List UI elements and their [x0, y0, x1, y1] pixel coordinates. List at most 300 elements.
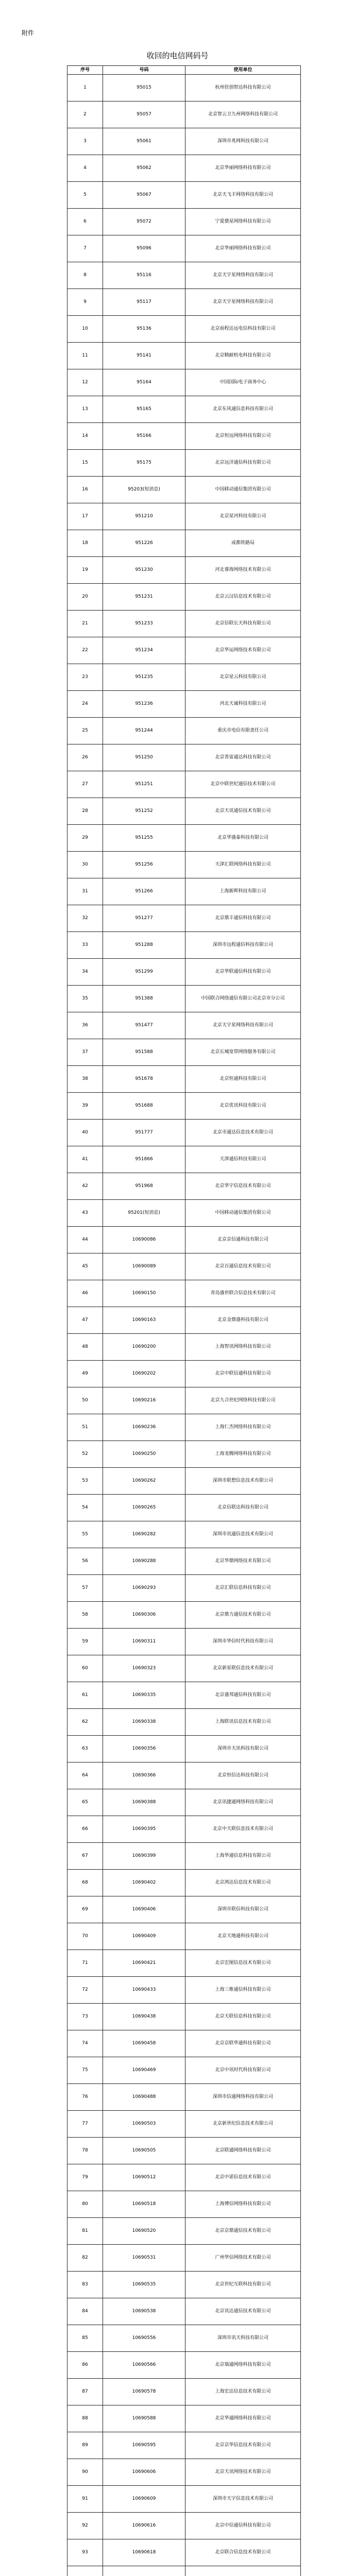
row-unit: 上海仁杰网络科技有限公司 — [185, 1414, 301, 1441]
column-header-number: 号码 — [103, 66, 185, 75]
row-number: 10690395 — [103, 1816, 185, 1843]
table-row — [67, 1173, 301, 1200]
row-index: 33 — [67, 932, 103, 959]
row-unit: 深圳市信通网络科技有限公司 — [185, 2084, 301, 2111]
row-number: 951968 — [103, 1173, 185, 1200]
row-unit: 深圳市联想信息技术有限公司 — [185, 1468, 301, 1495]
row-index: 5 — [67, 182, 103, 209]
row-index: 14 — [67, 423, 103, 450]
table-row — [67, 235, 301, 262]
row-number: 10690399 — [103, 1843, 185, 1870]
table-row — [67, 1736, 301, 1762]
row-unit: 北京鸿达信息技术有限公司 — [185, 1870, 301, 1896]
row-number: 951288 — [103, 932, 185, 959]
table-body — [67, 75, 301, 2576]
table-row — [67, 1896, 301, 1923]
row-unit: 北京华鼎网络技术有限公司 — [185, 1548, 301, 1575]
row-index: 4 — [67, 155, 103, 182]
row-index: 90 — [67, 2459, 103, 2486]
row-number: 10690236 — [103, 1414, 185, 1441]
row-number: 95062 — [103, 155, 185, 182]
row-number: 951256 — [103, 852, 185, 878]
row-index: 93 — [67, 2539, 103, 2566]
row-number: 10690421 — [103, 1950, 185, 1977]
table-row — [67, 396, 301, 423]
row-index: 83 — [67, 2272, 103, 2298]
table-row — [67, 2298, 301, 2325]
row-index: 86 — [67, 2352, 103, 2379]
row-number: 951226 — [103, 530, 185, 557]
row-number: 10690293 — [103, 1575, 185, 1602]
table-row — [67, 1146, 301, 1173]
row-unit: 北京世纪互联科技有限公司 — [185, 2272, 301, 2298]
row-index: 76 — [67, 2084, 103, 2111]
row-index: 54 — [67, 1495, 103, 1521]
row-index: 55 — [67, 1521, 103, 1548]
table-row — [67, 905, 301, 932]
row-number: 10690366 — [103, 1762, 185, 1789]
row-unit: 北京天宇星网络科技有限公司 — [185, 1012, 301, 1039]
table-row — [67, 262, 301, 289]
row-number: 951252 — [103, 798, 185, 825]
row-unit: 上海联讯信息技术有限公司 — [185, 1709, 301, 1736]
row-index: 22 — [67, 637, 103, 664]
table-row — [67, 2084, 301, 2111]
table-row — [67, 1843, 301, 1870]
row-index: 77 — [67, 2111, 103, 2138]
row-number: 951236 — [103, 691, 185, 718]
table-row — [67, 1521, 301, 1548]
row-index: 91 — [67, 2486, 103, 2513]
row-unit: 北京优讯科技有限公司 — [185, 1093, 301, 1120]
row-number: 10690616 — [103, 2513, 185, 2539]
row-unit: 上海三维通信科技有限公司 — [185, 1977, 301, 2004]
row-number: 951777 — [103, 1120, 185, 1146]
row-index: 24 — [67, 691, 103, 718]
table-row — [67, 1093, 301, 1120]
row-index: 7 — [67, 235, 103, 262]
row-number: 10690520 — [103, 2218, 185, 2245]
row-unit: 北京中联信通科技有限公司 — [185, 1361, 301, 1387]
table-row — [67, 2566, 301, 2576]
row-number: 10690512 — [103, 2164, 185, 2191]
row-index: 81 — [67, 2218, 103, 2245]
table-row — [67, 611, 301, 637]
column-header-index: 序号 — [67, 66, 103, 75]
table-row — [67, 1039, 301, 1066]
table-row — [67, 2164, 301, 2191]
row-unit: 上海智讯网络科技有限公司 — [185, 1334, 301, 1361]
row-index: 28 — [67, 798, 103, 825]
row-number: 95096 — [103, 235, 185, 262]
row-number: 95067 — [103, 182, 185, 209]
row-index: 25 — [67, 718, 103, 744]
row-index: 10 — [67, 316, 103, 343]
number-table — [67, 65, 301, 2576]
row-number: 95015 — [103, 75, 185, 101]
table-row — [67, 1066, 301, 1093]
row-index: 43 — [67, 1200, 103, 1227]
row-number: 951235 — [103, 664, 185, 691]
row-index: 36 — [67, 1012, 103, 1039]
row-index: 12 — [67, 369, 103, 396]
row-index: 62 — [67, 1709, 103, 1736]
row-unit: 北京瑞通网络科技有限公司 — [185, 2352, 301, 2379]
row-unit: 北京中诺信息技术有限公司 — [185, 2164, 301, 2191]
row-unit: 北京宏图信息技术有限公司 — [185, 1950, 301, 1977]
table-row — [67, 1012, 301, 1039]
row-index: 37 — [67, 1039, 103, 1066]
row-index: 53 — [67, 1468, 103, 1495]
row-number: 10690306 — [103, 1602, 185, 1629]
row-index: 88 — [67, 2405, 103, 2432]
row-number: 951210 — [103, 503, 185, 530]
row-number: 95175 — [103, 450, 185, 477]
row-unit: 北京云汉信息技术有限公司 — [185, 584, 301, 611]
table-row — [67, 986, 301, 1012]
row-number: 95072 — [103, 209, 185, 235]
row-index: 9 — [67, 289, 103, 316]
row-unit: 北京讯达通信技术有限公司 — [185, 2298, 301, 2325]
row-index: 18 — [67, 530, 103, 557]
row-unit: 广州华信网络技术有限公司 — [185, 2245, 301, 2272]
row-unit: 北京恒通科技有限公司 — [185, 1066, 301, 1093]
row-number: 10690433 — [103, 1977, 185, 2004]
row-unit: 天津通信科技有限公司 — [185, 1146, 301, 1173]
table-row — [67, 2191, 301, 2218]
row-number: 10690609 — [103, 2486, 185, 2513]
table-row — [67, 2405, 301, 2432]
row-index — [67, 2566, 103, 2576]
row-index: 29 — [67, 825, 103, 852]
row-number: 10690588 — [103, 2405, 185, 2432]
row-number: 951299 — [103, 959, 185, 986]
row-unit: 中国联合网络通信有限公司北京市分公司 — [185, 986, 301, 1012]
row-number: 10690335 — [103, 1682, 185, 1709]
row-unit: 北京天讯网络技术有限公司 — [185, 2459, 301, 2486]
table-row — [67, 691, 301, 718]
table-row — [67, 289, 301, 316]
row-index: 11 — [67, 343, 103, 369]
row-unit: 深圳市讯通信息技术有限公司 — [185, 1521, 301, 1548]
table-row — [67, 1441, 301, 1468]
row-unit: 北京中信通信科技有限公司 — [185, 2513, 301, 2539]
table-row — [67, 932, 301, 959]
table-row — [67, 128, 301, 155]
row-index: 17 — [67, 503, 103, 530]
row-number: 10690406 — [103, 1896, 185, 1923]
table-row — [67, 1575, 301, 1602]
row-index: 59 — [67, 1629, 103, 1655]
row-number: 10690538 — [103, 2298, 185, 2325]
row-number: 10690200 — [103, 1334, 185, 1361]
row-index: 26 — [67, 744, 103, 771]
row-number: 10690282 — [103, 1521, 185, 1548]
row-unit: 上海宏达信息技术有限公司 — [185, 2379, 301, 2405]
row-number: 951230 — [103, 557, 185, 584]
row-number: 10690089 — [103, 1253, 185, 1280]
row-number: 951388 — [103, 986, 185, 1012]
row-index: 47 — [67, 1307, 103, 1334]
table-row — [67, 209, 301, 235]
row-index: 92 — [67, 2513, 103, 2539]
row-index: 30 — [67, 852, 103, 878]
row-index: 3 — [67, 128, 103, 155]
table-row — [67, 1387, 301, 1414]
table-header-row — [67, 66, 301, 75]
row-unit: 北京讯捷通网络科技有限公司 — [185, 1789, 301, 1816]
row-number: 10690402 — [103, 1870, 185, 1896]
row-number: 10690469 — [103, 2057, 185, 2084]
row-index: 65 — [67, 1789, 103, 1816]
row-number: 10690503 — [103, 2111, 185, 2138]
row-unit: 北京天飞丰网络科技有限公司 — [185, 182, 301, 209]
row-index: 56 — [67, 1548, 103, 1575]
row-number: 10690323 — [103, 1655, 185, 1682]
table-row — [67, 423, 301, 450]
table-row — [67, 2459, 301, 2486]
row-index: 39 — [67, 1093, 103, 1120]
row-unit: 北京新世纪信息技术有限公司 — [185, 2111, 301, 2138]
row-unit: 北京天宇星网络科技有限公司 — [185, 262, 301, 289]
row-index: 79 — [67, 2164, 103, 2191]
row-number: 95117 — [103, 289, 185, 316]
row-unit: 上海华通信息科技有限公司 — [185, 1843, 301, 1870]
row-index: 68 — [67, 1870, 103, 1896]
row-number: 95164 — [103, 369, 185, 396]
row-index: 66 — [67, 1816, 103, 1843]
table-row — [67, 1414, 301, 1441]
row-unit: 北京长城宽带网络服务有限公司 — [185, 1039, 301, 1066]
row-unit: 河北天诚科技有限公司 — [185, 691, 301, 718]
row-number: 951588 — [103, 1039, 185, 1066]
row-index: 15 — [67, 450, 103, 477]
row-number: 10690150 — [103, 1280, 185, 1307]
row-unit: 北京普雷通达科技有限公司 — [185, 744, 301, 771]
row-index: 38 — [67, 1066, 103, 1093]
row-number: 10690618 — [103, 2539, 185, 2566]
row-index: 31 — [67, 878, 103, 905]
table-row — [67, 182, 301, 209]
row-number: 10690595 — [103, 2432, 185, 2459]
table-row — [67, 1548, 301, 1575]
row-unit: 北京中讯时代科技有限公司 — [185, 2057, 301, 2084]
table-row — [67, 1629, 301, 1655]
row-unit: 北京盛邦通信科技有限公司 — [185, 1682, 301, 1709]
row-number: 10690505 — [103, 2138, 185, 2164]
table-row — [67, 2272, 301, 2298]
table-row — [67, 825, 301, 852]
row-unit: 北京鼎丰通信科技有限公司 — [185, 905, 301, 932]
row-index: 78 — [67, 2138, 103, 2164]
row-number: 951266 — [103, 878, 185, 905]
row-unit: 北京智云卫九州网络科技有限公司 — [185, 101, 301, 128]
row-number: 10690216 — [103, 1387, 185, 1414]
table-row — [67, 477, 301, 503]
row-unit: 宁夏鼎星网络科技有限公司 — [185, 209, 301, 235]
row-number: 10690262 — [103, 1468, 185, 1495]
row-unit: 北京九合世纪网络科技有限公司 — [185, 1387, 301, 1414]
row-unit: 成都铁路局 — [185, 530, 301, 557]
row-index: 72 — [67, 1977, 103, 2004]
table-row — [67, 530, 301, 557]
row-number: 10690488 — [103, 2084, 185, 2111]
row-number: 951477 — [103, 1012, 185, 1039]
row-number: 95141 — [103, 343, 185, 369]
row-index: 61 — [67, 1682, 103, 1709]
row-number: 951233 — [103, 611, 185, 637]
row-unit: 北京天讯通信技术有限公司 — [185, 798, 301, 825]
row-unit: 中国移动通信集团有限公司 — [185, 1200, 301, 1227]
table-row — [67, 1870, 301, 1896]
row-unit: 北京精耐机电科技有限公司 — [185, 343, 301, 369]
table-row — [67, 1253, 301, 1280]
row-number: 10690518 — [103, 2191, 185, 2218]
row-number: 951688 — [103, 1093, 185, 1120]
row-unit: 北京前程达远电信科技有限公司 — [185, 316, 301, 343]
table-row — [67, 1682, 301, 1709]
row-index: 44 — [67, 1227, 103, 1253]
table-row — [67, 75, 301, 101]
row-unit: 深圳市讯天科技有限公司 — [185, 2325, 301, 2352]
table-row — [67, 316, 301, 343]
row-unit: 北京中联世纪通信技术有限公司 — [185, 771, 301, 798]
table-row — [67, 1468, 301, 1495]
table-row — [67, 1789, 301, 1816]
row-number: 10690578 — [103, 2379, 185, 2405]
row-unit: 北京星云科技有限公司 — [185, 664, 301, 691]
row-number: 95061 — [103, 128, 185, 155]
table-row — [67, 2486, 301, 2513]
table-row — [67, 771, 301, 798]
row-unit: 北京信联长天科技有限公司 — [185, 611, 301, 637]
row-number: 95201(短消息) — [103, 1200, 185, 1227]
row-unit: 深圳市远程通信科技有限公司 — [185, 932, 301, 959]
table-row — [67, 1977, 301, 2004]
table-row — [67, 959, 301, 986]
row-number — [103, 2566, 185, 2576]
row-unit: 青岛盛世联合信息技术有限公司 — [185, 1280, 301, 1307]
row-index: 58 — [67, 1602, 103, 1629]
row-number: 10690531 — [103, 2245, 185, 2272]
table-row — [67, 2004, 301, 2030]
row-index: 57 — [67, 1575, 103, 1602]
row-number: 951277 — [103, 905, 185, 932]
row-index: 74 — [67, 2030, 103, 2057]
row-unit: 河北睿海网络技术有限公司 — [185, 557, 301, 584]
row-unit: 北京市通达信息技术有限公司 — [185, 1120, 301, 1146]
table-row — [67, 450, 301, 477]
row-index: 2 — [67, 101, 103, 128]
row-index: 20 — [67, 584, 103, 611]
row-number: 10690265 — [103, 1495, 185, 1521]
row-index: 85 — [67, 2325, 103, 2352]
table-row — [67, 1923, 301, 1950]
row-index: 71 — [67, 1950, 103, 1977]
row-number: 10690556 — [103, 2325, 185, 2352]
row-number: 10690250 — [103, 1441, 185, 1468]
row-number: 95057 — [103, 101, 185, 128]
row-index: 34 — [67, 959, 103, 986]
table-row — [67, 2325, 301, 2352]
row-unit: 北京华联通信科技有限公司 — [185, 959, 301, 986]
row-index: 42 — [67, 1173, 103, 1200]
row-index: 35 — [67, 986, 103, 1012]
table-row — [67, 1655, 301, 1682]
row-number: 951231 — [103, 584, 185, 611]
table-row — [67, 1762, 301, 1789]
row-unit: 北京联通网络科技有限公司 — [185, 2138, 301, 2164]
row-index: 45 — [67, 1253, 103, 1280]
row-unit: 北京华运网络技术有限公司 — [185, 637, 301, 664]
row-unit: 北京中天联信息技术有限公司 — [185, 1816, 301, 1843]
table-row — [67, 155, 301, 182]
table-row — [67, 1816, 301, 1843]
row-index: 32 — [67, 905, 103, 932]
row-number: 951250 — [103, 744, 185, 771]
row-number: 95116 — [103, 262, 185, 289]
table-row — [67, 1334, 301, 1361]
table-row — [67, 2379, 301, 2405]
table-row — [67, 878, 301, 905]
row-number: 10690458 — [103, 2030, 185, 2057]
row-index: 41 — [67, 1146, 103, 1173]
table-row — [67, 2513, 301, 2539]
row-index: 6 — [67, 209, 103, 235]
row-unit: 北京联合信息技术有限公司 — [185, 2539, 301, 2566]
row-index: 82 — [67, 2245, 103, 2272]
row-unit: 杭州佳创智达科技有限公司 — [185, 75, 301, 101]
row-unit: 北京星河科技有限公司 — [185, 503, 301, 530]
row-index: 51 — [67, 1414, 103, 1441]
table-row — [67, 1280, 301, 1307]
row-unit: 北京恒远网络科技有限公司 — [185, 423, 301, 450]
row-index: 21 — [67, 611, 103, 637]
row-unit: 北京信联达科技有限公司 — [185, 1495, 301, 1521]
row-unit: 北京汇联信息科技有限公司 — [185, 1575, 301, 1602]
row-number: 10690338 — [103, 1709, 185, 1736]
row-number: 10690086 — [103, 1227, 185, 1253]
row-index: 48 — [67, 1334, 103, 1361]
row-index: 1 — [67, 75, 103, 101]
row-unit: 北京金鼎盛科技有限公司 — [185, 1307, 301, 1334]
table-row — [67, 101, 301, 128]
row-unit: 北京鼎力通信技术有限公司 — [185, 1602, 301, 1629]
table-row — [67, 1709, 301, 1736]
row-unit: 北京华盛泰科技有限公司 — [185, 825, 301, 852]
row-index: 8 — [67, 262, 103, 289]
row-unit: 北京天联信息科技有限公司 — [185, 2004, 301, 2030]
row-number: 95165 — [103, 396, 185, 423]
row-number: 10690202 — [103, 1361, 185, 1387]
row-index: 64 — [67, 1762, 103, 1789]
row-number: 10690288 — [103, 1548, 185, 1575]
row-number: 10690388 — [103, 1789, 185, 1816]
table-row — [67, 2111, 301, 2138]
row-number: 951866 — [103, 1146, 185, 1173]
row-index: 16 — [67, 477, 103, 503]
row-number: 95166 — [103, 423, 185, 450]
row-index: 49 — [67, 1361, 103, 1387]
row-index: 19 — [67, 557, 103, 584]
row-unit: 上海博信网络科技有限公司 — [185, 2191, 301, 2218]
row-unit: 北京远洋通信科技有限公司 — [185, 450, 301, 477]
row-unit: 重庆市电信有限责任公司 — [185, 718, 301, 744]
table-row — [67, 2218, 301, 2245]
row-index: 60 — [67, 1655, 103, 1682]
row-index: 13 — [67, 396, 103, 423]
row-index: 69 — [67, 1896, 103, 1923]
